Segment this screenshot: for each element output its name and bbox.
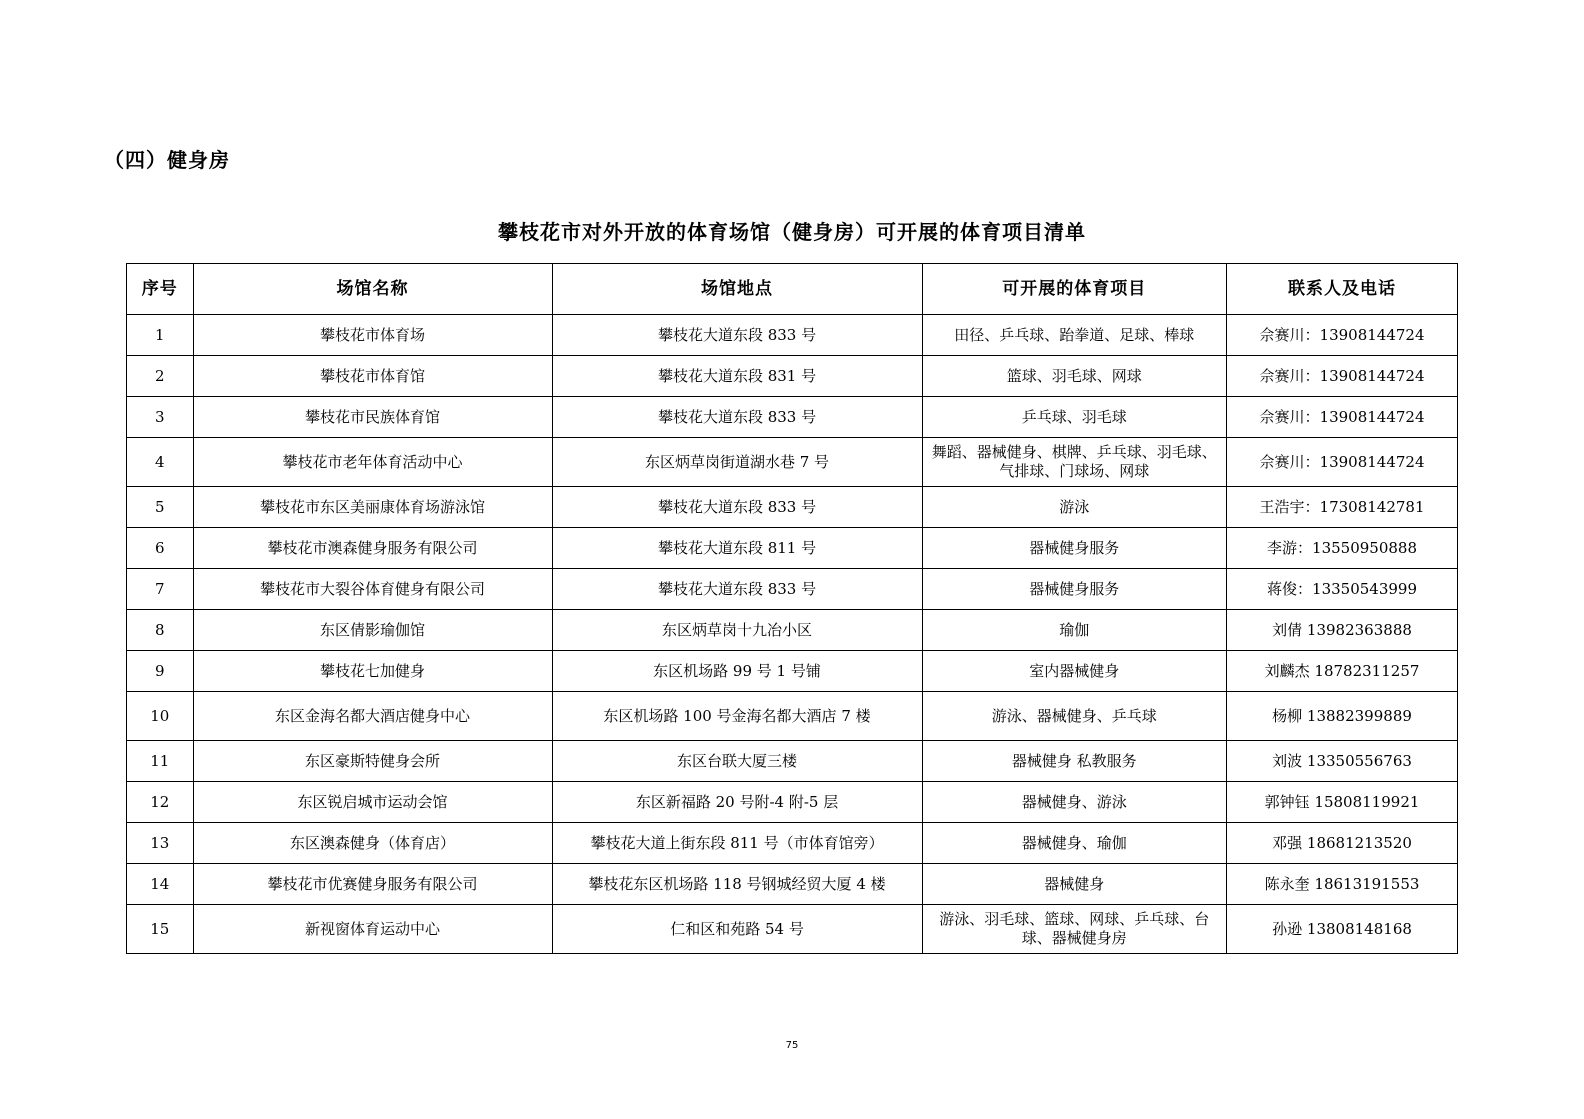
row-index: 11 bbox=[127, 741, 194, 782]
venue-contact: 邓强 18681213520 bbox=[1227, 823, 1458, 864]
venue-name: 攀枝花市体育场 bbox=[193, 315, 552, 356]
venue-location: 仁和区和苑路 54 号 bbox=[552, 905, 922, 954]
venue-contact: 杨柳 13882399889 bbox=[1227, 692, 1458, 741]
header-contact: 联系人及电话 bbox=[1227, 264, 1458, 315]
row-index: 10 bbox=[127, 692, 194, 741]
venue-name: 攀枝花市民族体育馆 bbox=[193, 397, 552, 438]
table-row bbox=[127, 397, 1458, 438]
venue-contact: 刘倩 13982363888 bbox=[1227, 610, 1458, 651]
venue-name: 攀枝花市老年体育活动中心 bbox=[193, 438, 552, 487]
venue-name: 东区豪斯特健身会所 bbox=[193, 741, 552, 782]
venue-contact: 陈永奎 18613191553 bbox=[1227, 864, 1458, 905]
venue-activities: 器械健身、瑜伽 bbox=[922, 823, 1227, 864]
venue-location: 攀枝花大道上街东段 811 号（市体育馆旁） bbox=[552, 823, 922, 864]
table-row bbox=[127, 741, 1458, 782]
table-row bbox=[127, 610, 1458, 651]
venue-name: 东区金海名都大酒店健身中心 bbox=[193, 692, 552, 741]
row-index: 13 bbox=[127, 823, 194, 864]
venue-location: 东区机场路 99 号 1 号铺 bbox=[552, 651, 922, 692]
venue-name: 攀枝花市体育馆 bbox=[193, 356, 552, 397]
table-row bbox=[127, 905, 1458, 954]
venue-name: 东区倩影瑜伽馆 bbox=[193, 610, 552, 651]
venue-contact: 蒋俊：13350543999 bbox=[1227, 569, 1458, 610]
table-row bbox=[127, 528, 1458, 569]
venue-table bbox=[126, 263, 1458, 954]
venue-name: 攀枝花七加健身 bbox=[193, 651, 552, 692]
table-row bbox=[127, 569, 1458, 610]
table-row bbox=[127, 438, 1458, 487]
table-row bbox=[127, 651, 1458, 692]
venue-location: 攀枝花大道东段 833 号 bbox=[552, 315, 922, 356]
venue-contact: 刘波 13350556763 bbox=[1227, 741, 1458, 782]
document-title: 攀枝花市对外开放的体育场馆（健身房）可开展的体育项目清单 bbox=[498, 220, 1086, 244]
table-row bbox=[127, 315, 1458, 356]
header-activities: 可开展的体育项目 bbox=[922, 264, 1227, 315]
venue-name: 东区锐启城市运动会馆 bbox=[193, 782, 552, 823]
venue-name: 攀枝花市优赛健身服务有限公司 bbox=[193, 864, 552, 905]
venue-activities: 游泳、器械健身、乒乓球 bbox=[922, 692, 1227, 741]
venue-location: 攀枝花大道东段 833 号 bbox=[552, 397, 922, 438]
venue-contact: 孙逊 13808148168 bbox=[1227, 905, 1458, 954]
venue-activities: 器械健身、游泳 bbox=[922, 782, 1227, 823]
table-row bbox=[127, 823, 1458, 864]
venue-name: 攀枝花市东区美丽康体育场游泳馆 bbox=[193, 487, 552, 528]
venue-location: 攀枝花大道东段 833 号 bbox=[552, 487, 922, 528]
venue-location: 攀枝花东区机场路 118 号钢城经贸大厦 4 楼 bbox=[552, 864, 922, 905]
venue-name: 东区澳森健身（体育店） bbox=[193, 823, 552, 864]
row-index: 8 bbox=[127, 610, 194, 651]
venue-name: 攀枝花市澳森健身服务有限公司 bbox=[193, 528, 552, 569]
table-row bbox=[127, 782, 1458, 823]
row-index: 7 bbox=[127, 569, 194, 610]
venue-contact: 郭钟钰 15808119921 bbox=[1227, 782, 1458, 823]
table-row bbox=[127, 356, 1458, 397]
venue-location: 攀枝花大道东段 811 号 bbox=[552, 528, 922, 569]
row-index: 12 bbox=[127, 782, 194, 823]
venue-activities: 器械健身服务 bbox=[922, 569, 1227, 610]
header-index: 序号 bbox=[127, 264, 194, 315]
row-index: 3 bbox=[127, 397, 194, 438]
header-venue-name: 场馆名称 bbox=[193, 264, 552, 315]
row-index: 6 bbox=[127, 528, 194, 569]
venue-activities: 游泳 bbox=[922, 487, 1227, 528]
venue-activities: 瑜伽 bbox=[922, 610, 1227, 651]
venue-location: 东区新福路 20 号附-4 附-5 层 bbox=[552, 782, 922, 823]
table-row bbox=[127, 692, 1458, 741]
row-index: 15 bbox=[127, 905, 194, 954]
page-number: 75 bbox=[785, 1040, 799, 1051]
venue-activities: 器械健身 bbox=[922, 864, 1227, 905]
venue-location: 攀枝花大道东段 833 号 bbox=[552, 569, 922, 610]
venue-activities: 器械健身服务 bbox=[922, 528, 1227, 569]
venue-activities: 田径、乒乓球、跆拳道、足球、棒球 bbox=[922, 315, 1227, 356]
table-row bbox=[127, 487, 1458, 528]
venue-name: 攀枝花市大裂谷体育健身有限公司 bbox=[193, 569, 552, 610]
venue-activities: 器械健身 私教服务 bbox=[922, 741, 1227, 782]
venue-activities: 游泳、羽毛球、篮球、网球、乒乓球、台球、器械健身房 bbox=[922, 905, 1227, 954]
venue-activities: 室内器械健身 bbox=[922, 651, 1227, 692]
venue-contact: 佘赛川：13908144724 bbox=[1227, 356, 1458, 397]
venue-activities: 舞蹈、器械健身、棋牌、乒乓球、羽毛球、气排球、门球场、网球 bbox=[922, 438, 1227, 487]
section-heading: （四）健身房 bbox=[104, 148, 230, 172]
table-header-row bbox=[127, 264, 1458, 315]
venue-contact: 佘赛川：13908144724 bbox=[1227, 397, 1458, 438]
table-row bbox=[127, 864, 1458, 905]
venue-activities: 篮球、羽毛球、网球 bbox=[922, 356, 1227, 397]
venue-location: 东区机场路 100 号金海名都大酒店 7 楼 bbox=[552, 692, 922, 741]
row-index: 4 bbox=[127, 438, 194, 487]
venue-location: 攀枝花大道东段 831 号 bbox=[552, 356, 922, 397]
row-index: 1 bbox=[127, 315, 194, 356]
header-venue-location: 场馆地点 bbox=[552, 264, 922, 315]
venue-contact: 王浩宇：17308142781 bbox=[1227, 487, 1458, 528]
venue-name: 新视窗体育运动中心 bbox=[193, 905, 552, 954]
row-index: 5 bbox=[127, 487, 194, 528]
venue-contact: 佘赛川：13908144724 bbox=[1227, 315, 1458, 356]
venue-activities: 乒乓球、羽毛球 bbox=[922, 397, 1227, 438]
venue-location: 东区台联大厦三楼 bbox=[552, 741, 922, 782]
row-index: 9 bbox=[127, 651, 194, 692]
venue-contact: 佘赛川：13908144724 bbox=[1227, 438, 1458, 487]
row-index: 14 bbox=[127, 864, 194, 905]
venue-contact: 刘麟杰 18782311257 bbox=[1227, 651, 1458, 692]
row-index: 2 bbox=[127, 356, 194, 397]
venue-location: 东区炳草岗十九冶小区 bbox=[552, 610, 922, 651]
venue-contact: 李游：13550950888 bbox=[1227, 528, 1458, 569]
venue-location: 东区炳草岗街道湖水巷 7 号 bbox=[552, 438, 922, 487]
